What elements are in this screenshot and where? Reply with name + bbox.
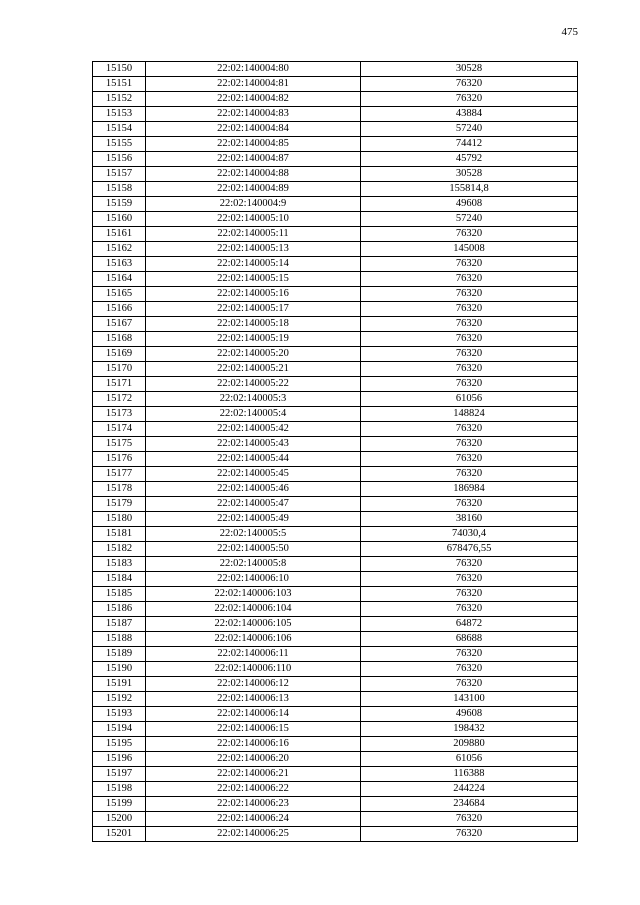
row-number-cell: 15201 [93, 827, 146, 842]
cadastral-number-cell: 22:02:140005:14 [146, 257, 361, 272]
cadastral-number-cell: 22:02:140006:106 [146, 632, 361, 647]
cadastral-number-cell: 22:02:140005:50 [146, 542, 361, 557]
cadastral-number-cell: 22:02:140004:80 [146, 62, 361, 77]
row-number-cell: 15161 [93, 227, 146, 242]
value-cell: 76320 [361, 452, 578, 467]
cadastral-number-cell: 22:02:140005:43 [146, 437, 361, 452]
value-cell: 49608 [361, 707, 578, 722]
row-number-cell: 15165 [93, 287, 146, 302]
value-cell: 76320 [361, 587, 578, 602]
row-number-cell: 15174 [93, 422, 146, 437]
cadastral-number-cell: 22:02:140004:85 [146, 137, 361, 152]
table-row [93, 182, 578, 197]
value-cell: 76320 [361, 287, 578, 302]
row-number-cell: 15151 [93, 77, 146, 92]
row-number-cell: 15166 [93, 302, 146, 317]
cadastral-number-cell: 22:02:140004:84 [146, 122, 361, 137]
row-number-cell: 15199 [93, 797, 146, 812]
cadastral-number-cell: 22:02:140005:47 [146, 497, 361, 512]
row-number-cell: 15197 [93, 767, 146, 782]
row-number-cell: 15156 [93, 152, 146, 167]
table-row [93, 302, 578, 317]
value-cell: 30528 [361, 62, 578, 77]
value-cell: 38160 [361, 512, 578, 527]
value-cell: 61056 [361, 752, 578, 767]
cadastral-number-cell: 22:02:140005:19 [146, 332, 361, 347]
value-cell: 76320 [361, 377, 578, 392]
cadastral-number-cell: 22:02:140006:110 [146, 662, 361, 677]
cadastral-number-cell: 22:02:140004:87 [146, 152, 361, 167]
table-row [93, 737, 578, 752]
table-row [93, 512, 578, 527]
table-row [93, 407, 578, 422]
cadastral-number-cell: 22:02:140006:22 [146, 782, 361, 797]
cadastral-number-cell: 22:02:140005:5 [146, 527, 361, 542]
cadastral-number-cell: 22:02:140006:13 [146, 692, 361, 707]
cadastral-number-cell: 22:02:140006:12 [146, 677, 361, 692]
cadastral-number-cell: 22:02:140004:9 [146, 197, 361, 212]
value-cell: 76320 [361, 347, 578, 362]
table-row [93, 287, 578, 302]
cadastral-number-cell: 22:02:140005:10 [146, 212, 361, 227]
row-number-cell: 15190 [93, 662, 146, 677]
row-number-cell: 15175 [93, 437, 146, 452]
cadastral-number-cell: 22:02:140005:3 [146, 392, 361, 407]
cadastral-number-cell: 22:02:140005:44 [146, 452, 361, 467]
table-row [93, 347, 578, 362]
value-cell: 64872 [361, 617, 578, 632]
row-number-cell: 15194 [93, 722, 146, 737]
row-number-cell: 15176 [93, 452, 146, 467]
cadastral-number-cell: 22:02:140006:15 [146, 722, 361, 737]
table-row [93, 137, 578, 152]
value-cell: 76320 [361, 812, 578, 827]
table-row [93, 92, 578, 107]
row-number-cell: 15191 [93, 677, 146, 692]
table-row [93, 707, 578, 722]
row-number-cell: 15169 [93, 347, 146, 362]
table-row [93, 677, 578, 692]
row-number-cell: 15150 [93, 62, 146, 77]
value-cell: 74412 [361, 137, 578, 152]
value-cell: 678476,55 [361, 542, 578, 557]
table-row [93, 812, 578, 827]
cadastral-number-cell: 22:02:140005:13 [146, 242, 361, 257]
value-cell: 76320 [361, 467, 578, 482]
table-row [93, 77, 578, 92]
cadastral-number-cell: 22:02:140005:21 [146, 362, 361, 377]
value-cell: 145008 [361, 242, 578, 257]
cadastral-number-cell: 22:02:140005:18 [146, 317, 361, 332]
table-row [93, 497, 578, 512]
value-cell: 198432 [361, 722, 578, 737]
table-row [93, 572, 578, 587]
row-number-cell: 15153 [93, 107, 146, 122]
cadastral-number-cell: 22:02:140005:42 [146, 422, 361, 437]
table-row [93, 332, 578, 347]
table-row [93, 257, 578, 272]
value-cell: 76320 [361, 317, 578, 332]
table-row [93, 557, 578, 572]
table-row [93, 767, 578, 782]
cadastral-number-cell: 22:02:140006:10 [146, 572, 361, 587]
value-cell: 234684 [361, 797, 578, 812]
table-row [93, 542, 578, 557]
row-number-cell: 15162 [93, 242, 146, 257]
table-row [93, 197, 578, 212]
row-number-cell: 15198 [93, 782, 146, 797]
value-cell: 57240 [361, 212, 578, 227]
row-number-cell: 15200 [93, 812, 146, 827]
value-cell: 30528 [361, 167, 578, 182]
row-number-cell: 15168 [93, 332, 146, 347]
table-row [93, 212, 578, 227]
cadastral-number-cell: 22:02:140005:17 [146, 302, 361, 317]
page-number: 475 [561, 26, 578, 38]
table-row [93, 122, 578, 137]
row-number-cell: 15193 [93, 707, 146, 722]
cadastral-number-cell: 22:02:140006:20 [146, 752, 361, 767]
value-cell: 76320 [361, 92, 578, 107]
table-row [93, 602, 578, 617]
cadastral-number-cell: 22:02:140006:21 [146, 767, 361, 782]
table-row [93, 482, 578, 497]
cadastral-value-table [92, 61, 578, 842]
row-number-cell: 15155 [93, 137, 146, 152]
value-cell: 49608 [361, 197, 578, 212]
value-cell: 76320 [361, 422, 578, 437]
table-row [93, 242, 578, 257]
row-number-cell: 15196 [93, 752, 146, 767]
cadastral-number-cell: 22:02:140005:8 [146, 557, 361, 572]
row-number-cell: 15180 [93, 512, 146, 527]
value-cell: 76320 [361, 437, 578, 452]
table-row [93, 317, 578, 332]
value-cell: 68688 [361, 632, 578, 647]
cadastral-number-cell: 22:02:140006:25 [146, 827, 361, 842]
value-cell: 76320 [361, 572, 578, 587]
value-cell: 76320 [361, 497, 578, 512]
row-number-cell: 15163 [93, 257, 146, 272]
cadastral-number-cell: 22:02:140005:45 [146, 467, 361, 482]
table-row [93, 797, 578, 812]
table-row [93, 272, 578, 287]
table-row [93, 587, 578, 602]
value-cell: 148824 [361, 407, 578, 422]
value-cell: 76320 [361, 662, 578, 677]
value-cell: 76320 [361, 647, 578, 662]
cadastral-number-cell: 22:02:140006:14 [146, 707, 361, 722]
row-number-cell: 15160 [93, 212, 146, 227]
row-number-cell: 15178 [93, 482, 146, 497]
table-row [93, 152, 578, 167]
table-row [93, 392, 578, 407]
table-row [93, 437, 578, 452]
value-cell: 57240 [361, 122, 578, 137]
row-number-cell: 15185 [93, 587, 146, 602]
row-number-cell: 15195 [93, 737, 146, 752]
table-row [93, 722, 578, 737]
row-number-cell: 15158 [93, 182, 146, 197]
cadastral-number-cell: 22:02:140005:49 [146, 512, 361, 527]
cadastral-number-cell: 22:02:140006:24 [146, 812, 361, 827]
table-row [93, 527, 578, 542]
table-row [93, 467, 578, 482]
table-row [93, 62, 578, 77]
row-number-cell: 15181 [93, 527, 146, 542]
cadastral-number-cell: 22:02:140006:104 [146, 602, 361, 617]
row-number-cell: 15192 [93, 692, 146, 707]
table-row [93, 107, 578, 122]
row-number-cell: 15183 [93, 557, 146, 572]
cadastral-number-cell: 22:02:140005:22 [146, 377, 361, 392]
value-cell: 209880 [361, 737, 578, 752]
cadastral-number-cell: 22:02:140004:89 [146, 182, 361, 197]
value-cell: 61056 [361, 392, 578, 407]
cadastral-number-cell: 22:02:140005:15 [146, 272, 361, 287]
table-row [93, 752, 578, 767]
value-cell: 116388 [361, 767, 578, 782]
value-cell: 76320 [361, 272, 578, 287]
value-cell: 76320 [361, 227, 578, 242]
cadastral-number-cell: 22:02:140004:81 [146, 77, 361, 92]
value-cell: 143100 [361, 692, 578, 707]
table-row [93, 662, 578, 677]
row-number-cell: 15188 [93, 632, 146, 647]
table-row [93, 422, 578, 437]
cadastral-number-cell: 22:02:140004:82 [146, 92, 361, 107]
row-number-cell: 15179 [93, 497, 146, 512]
cadastral-number-cell: 22:02:140006:23 [146, 797, 361, 812]
value-cell: 74030,4 [361, 527, 578, 542]
cadastral-number-cell: 22:02:140004:88 [146, 167, 361, 182]
row-number-cell: 15184 [93, 572, 146, 587]
row-number-cell: 15172 [93, 392, 146, 407]
cadastral-number-cell: 22:02:140005:11 [146, 227, 361, 242]
cadastral-number-cell: 22:02:140005:16 [146, 287, 361, 302]
table-row [93, 692, 578, 707]
row-number-cell: 15189 [93, 647, 146, 662]
value-cell: 76320 [361, 362, 578, 377]
cadastral-number-cell: 22:02:140005:46 [146, 482, 361, 497]
row-number-cell: 15187 [93, 617, 146, 632]
value-cell: 76320 [361, 302, 578, 317]
row-number-cell: 15167 [93, 317, 146, 332]
row-number-cell: 15154 [93, 122, 146, 137]
row-number-cell: 15173 [93, 407, 146, 422]
value-cell: 244224 [361, 782, 578, 797]
table-row [93, 227, 578, 242]
row-number-cell: 15159 [93, 197, 146, 212]
value-cell: 186984 [361, 482, 578, 497]
table-row [93, 617, 578, 632]
cadastral-number-cell: 22:02:140006:103 [146, 587, 361, 602]
value-cell: 76320 [361, 257, 578, 272]
value-cell: 76320 [361, 677, 578, 692]
value-cell: 76320 [361, 332, 578, 347]
cadastral-number-cell: 22:02:140005:20 [146, 347, 361, 362]
table-row [93, 632, 578, 647]
row-number-cell: 15152 [93, 92, 146, 107]
cadastral-number-cell: 22:02:140006:16 [146, 737, 361, 752]
row-number-cell: 15182 [93, 542, 146, 557]
row-number-cell: 15164 [93, 272, 146, 287]
value-cell: 76320 [361, 827, 578, 842]
table-row [93, 362, 578, 377]
cadastral-number-cell: 22:02:140005:4 [146, 407, 361, 422]
value-cell: 43884 [361, 107, 578, 122]
table-row [93, 377, 578, 392]
cadastral-number-cell: 22:02:140006:11 [146, 647, 361, 662]
row-number-cell: 15171 [93, 377, 146, 392]
value-cell: 45792 [361, 152, 578, 167]
value-cell: 76320 [361, 602, 578, 617]
row-number-cell: 15177 [93, 467, 146, 482]
value-cell: 76320 [361, 77, 578, 92]
value-cell: 76320 [361, 557, 578, 572]
row-number-cell: 15170 [93, 362, 146, 377]
cadastral-number-cell: 22:02:140004:83 [146, 107, 361, 122]
row-number-cell: 15157 [93, 167, 146, 182]
table-row [93, 647, 578, 662]
table-body [93, 62, 578, 842]
table-row [93, 167, 578, 182]
table-row [93, 782, 578, 797]
row-number-cell: 15186 [93, 602, 146, 617]
value-cell: 155814,8 [361, 182, 578, 197]
cadastral-number-cell: 22:02:140006:105 [146, 617, 361, 632]
table-row [93, 452, 578, 467]
table-row [93, 827, 578, 842]
